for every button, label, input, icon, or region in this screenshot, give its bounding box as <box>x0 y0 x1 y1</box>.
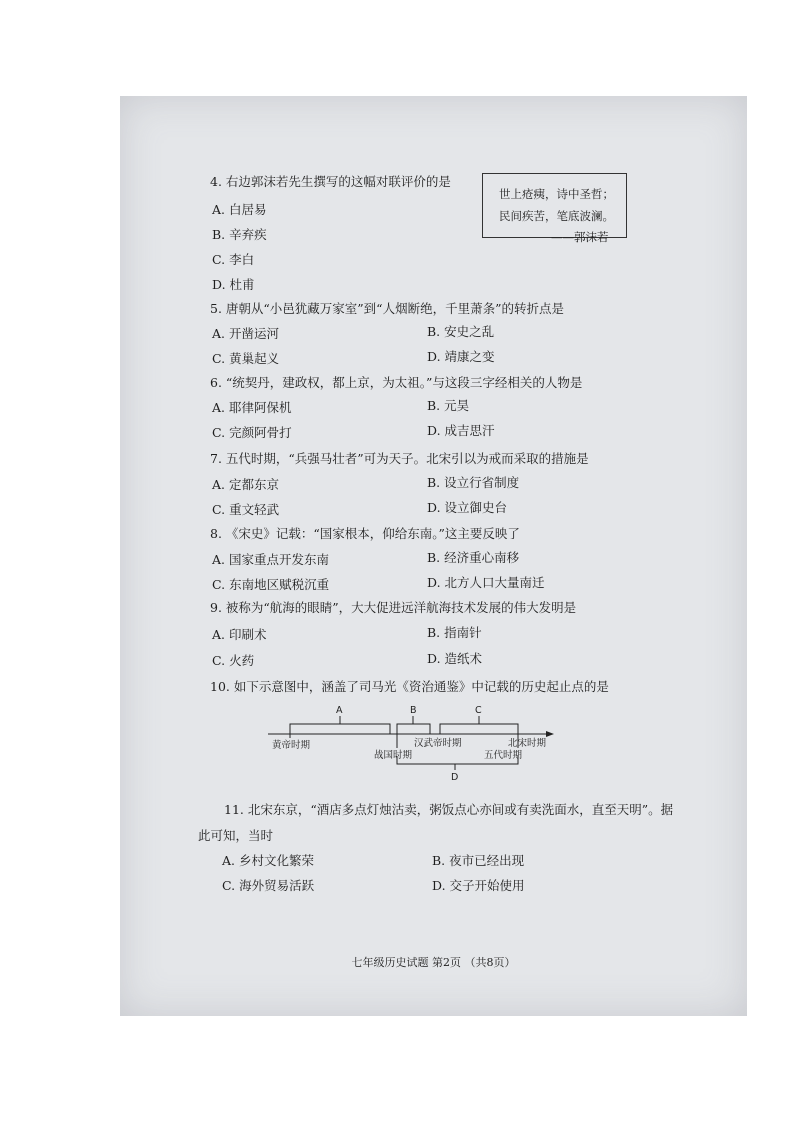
q11-option-c: C. 海外贸易活跃 <box>222 878 315 893</box>
q7-option-b: B. 设立行省制度 <box>427 475 520 490</box>
q6-option-a: A. 耶律阿保机 <box>212 400 292 415</box>
q9-option-a: A. 印刷术 <box>212 627 267 642</box>
bracket-b <box>397 724 430 734</box>
label-d: D <box>451 772 459 783</box>
q8-option-b: B. 经济重心南移 <box>427 550 520 565</box>
period-hanwudi: 汉武帝时期 <box>414 738 462 749</box>
label-b: B <box>410 705 417 716</box>
q5-option-c: C. 黄巢起义 <box>212 351 280 366</box>
q5-option-a: A. 开凿运河 <box>212 326 279 341</box>
q7-option-c: C. 重文轻武 <box>212 502 280 517</box>
q6-option-c: C. 完颜阿骨打 <box>212 425 292 440</box>
exam-page <box>120 96 747 1016</box>
q8-option-d: D. 北方人口大量南迁 <box>427 575 545 590</box>
q4-option-b: B. 辛弃疾 <box>212 227 267 242</box>
couplet-author: ——郭沫若 <box>551 230 609 244</box>
q4-option-a: A. 白居易 <box>212 202 267 217</box>
q11-stem-line1: 11. 北宋东京，“酒店多点灯烛沽卖，粥饭点心亦间或有卖洗面水，直至天明”。据 <box>224 802 674 817</box>
period-wudai: 五代时期 <box>484 750 523 761</box>
q8-stem: 8. 《宋史》记载：“国家根本，仰给东南。”这主要反映了 <box>210 526 520 541</box>
couplet-line-2: 民间疾苦，笔底波澜。 <box>499 209 614 223</box>
q11-stem-line2: 此可知，当时 <box>198 828 274 843</box>
q9-stem: 9. 被称为“航海的眼睛”，大大促进远洋航海技术发展的伟大发明是 <box>210 600 577 615</box>
q5-option-b: B. 安史之乱 <box>427 324 495 339</box>
label-a: A <box>336 705 343 716</box>
q6-stem: 6. “统契丹，建政权，都上京，为太祖。”与这段三字经相关的人物是 <box>210 375 583 390</box>
q8-option-c: C. 东南地区赋税沉重 <box>212 577 330 592</box>
bracket-a <box>290 724 390 734</box>
q6-option-b: B. 元昊 <box>427 398 470 413</box>
q9-option-b: B. 指南针 <box>427 625 482 640</box>
q9-option-c: C. 火药 <box>212 653 255 668</box>
q7-option-d: D. 设立御史台 <box>427 500 508 515</box>
label-c: C <box>475 705 482 716</box>
q11-option-a: A. 乡村文化繁荣 <box>222 853 314 868</box>
q4-option-d: D. 杜甫 <box>212 277 255 292</box>
q11-option-b: B. 夜市已经出现 <box>432 853 525 868</box>
q5-stem: 5. 唐朝从“小邑犹藏万家室”到“人烟断绝，千里萧条”的转折点是 <box>210 301 564 316</box>
q4-option-c: C. 李白 <box>212 252 255 267</box>
period-beisong: 北宋时期 <box>508 738 547 749</box>
q5-option-d: D. 靖康之变 <box>427 349 495 364</box>
timeline-arrow <box>546 731 554 737</box>
q4-stem: 4. 右边郭沫若先生撰写的这幅对联评价的是 <box>210 174 451 189</box>
q6-option-d: D. 成吉思汗 <box>427 423 495 438</box>
page-footer: 七年级历史试题 第2页 （共8页） <box>351 956 516 969</box>
couplet-box <box>482 173 627 244</box>
q11-option-d: D. 交子开始使用 <box>432 878 525 893</box>
period-huangdi: 黄帝时期 <box>272 740 311 751</box>
timeline-diagram <box>260 700 560 784</box>
couplet-line-1: 世上疮痍，诗中圣哲； <box>499 187 614 201</box>
bracket-c <box>440 724 518 734</box>
q9-option-d: D. 造纸术 <box>427 651 483 666</box>
q8-option-a: A. 国家重点开发东南 <box>212 552 329 567</box>
period-zhanguo: 战国时期 <box>374 750 413 761</box>
q7-stem: 7. 五代时期，“兵强马壮者”可为天子。北宋引以为戒而采取的措施是 <box>210 451 589 466</box>
q10-stem: 10. 如下示意图中，涵盖了司马光《资治通鉴》中记载的历史起止点的是 <box>210 679 609 694</box>
q7-option-a: A. 定都东京 <box>212 477 279 492</box>
